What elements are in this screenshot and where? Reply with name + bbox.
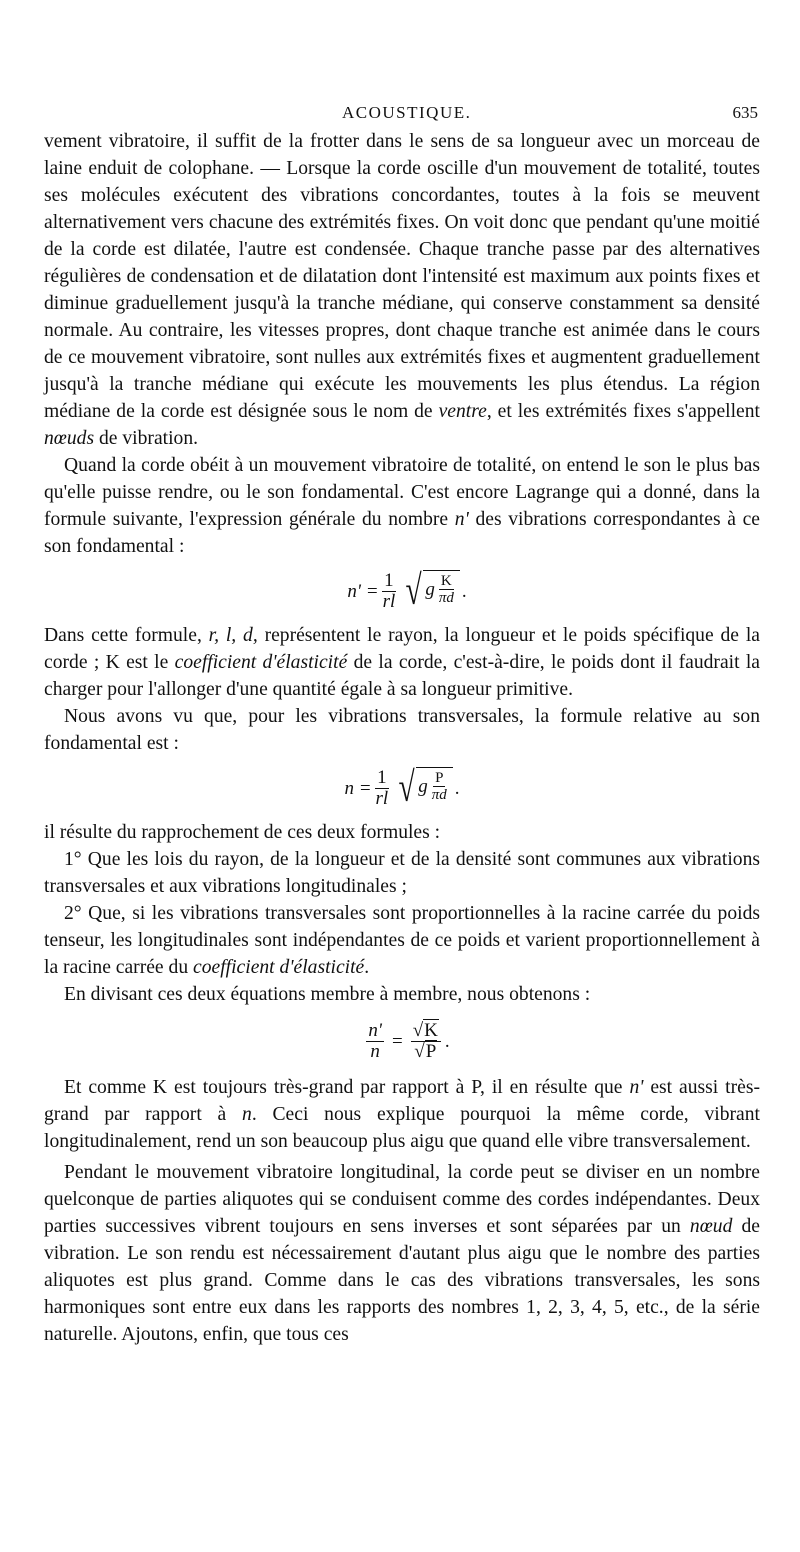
paragraph-vibration-totality: vement vibratoire, il suffit de la frotter dans le sens de sa longueur avec un morceau de laine enduit de colophane. — Lorsque la corde oscille d'un mouvement de totalité, toutes ses molécules exécutent des vibrations concordantes, toutes à la fois se meuvent alternativement vers chacune des extrémités fixes. On voit donc que pendant qu'une moitié de la corde est dilatée, l'autre est condensée. Chaque tranche passe par des alternatives régulières de condensation et de dilatation dont l'intensité est maximum aux points fixes et diminue graduellement jusqu'à la tranche médiane, qui conserve constamment sa densité normale. Au contraire, les vitesses propres, dont chaque tranche est animée dans le cours de ce mouvement vibratoire, sont nulles aux extrémités fixes et augmentent graduellement jusqu'à la tranche médiane qui exécute les mouvements les plus étendus. La région médiane de la corde est désignée sous le nom de ventre, et les extrémités fixes s'appellent nœuds de vibration. bbox=[44, 131, 760, 449]
paragraph-comparison: Et comme K est toujours très-grand par rapport à P, il en résulte que n' est aussi très-grand par rapport à n. Ceci nous explique pourquoi la même corde, vibrant longitudinalement, rend un son beaucoup plus aigu que quand elle vibre transversalement. bbox=[44, 1077, 760, 1152]
square-root: √ g $\frac{K}{\pi d}$ bbox=[402, 570, 460, 612]
paragraph-second-consequence: 2° Que, si les vibrations transversales sont proportionnelles à la racine carrée du poids tenseur, les longitudinales sont indépendantes de ce poids et varient proportionnellement à la racine carrée du coefficient d'élasticité. bbox=[44, 903, 760, 978]
fraction-coefficient: $\frac{1}{rl}$ bbox=[375, 766, 389, 809]
page-header bbox=[44, 98, 760, 128]
fraction-left: $\frac{n'}{n}$ bbox=[368, 1019, 382, 1062]
paragraph-division: En divisant ces deux équations membre à membre, nous obtenons : bbox=[64, 984, 591, 1005]
paragraph-transversal-recall: Nous avons vu que, pour les vibrations transversales, la formule relative au son fondamental est : bbox=[44, 706, 760, 754]
formula-transversal: n = $\frac{1}{rl}$ √ g $\frac{P}{\pi d}$ . bbox=[344, 765, 460, 811]
paragraph-result-intro: il résulte du rapprochement de ces deux formules : bbox=[44, 822, 441, 843]
formula-longitudinal: n' = $\frac{1}{rl}$ √ g $\frac{K}{\pi d}$ . bbox=[347, 568, 467, 614]
radical-sign-icon: √ bbox=[398, 765, 415, 811]
paragraph-formula-explanation: Dans cette formule, r, l, d, représentent le rayon, la longueur et le poids spécifique de la corde ; K est le coefficient d'élasticité de la corde, c'est-à-dire, le poids dont il faudrait la charger pour l'allonger d'une quantité égale à sa longueur primitive. bbox=[44, 625, 760, 700]
paragraph-aliquot-parts: Pendant le mouvement vibratoire longitudinal, la corde peut se diviser en un nombre quelconque de parties aliquotes qui se conduisent comme des cordes indépendantes. Deux parties successives vibrent toujours en sens inverses et sont séparées par un nœud de vibration. Le son rendu est nécessairement d'autant plus aigu que le nombre des parties aliquotes est plus grand. Comme dans le cas des vibrations transversales, les sons harmoniques sont entre eux dans les rapports des nombres 1, 2, 3, 4, 5, etc., de la série naturelle. Ajoutons, enfin, que tous ces bbox=[44, 1162, 760, 1345]
book-page bbox=[44, 98, 760, 1348]
radical-sign-icon: √ bbox=[414, 1040, 425, 1062]
fraction-inner: $\frac{K}{\pi d}$ bbox=[438, 573, 454, 606]
fraction-right: $\frac{√K}{√P}$ bbox=[411, 1021, 441, 1062]
formula-ratio: $\frac{n'}{n}$ = $\frac{√K}{√P}$ . bbox=[368, 1019, 450, 1062]
paragraph-fundamental-sound: Quand la corde obéit à un mouvement vibratoire de totalité, on entend le son le plus bas qu'elle puisse rendre, ou le son fondamental. C'est encore Lagrange qui a donné, dans la formule suivante, l'expression générale du nombre n' des vibrations correspondantes à ce son fondamental : bbox=[44, 455, 760, 557]
page-number: 635 bbox=[732, 103, 758, 122]
fraction-coefficient: $\frac{1}{rl}$ bbox=[382, 569, 396, 612]
square-root: √ g $\frac{P}{\pi d}$ bbox=[395, 767, 453, 809]
radical-sign-icon: √ bbox=[412, 1019, 424, 1041]
fraction-inner: $\frac{P}{\pi d}$ bbox=[431, 770, 447, 803]
paragraph-first-consequence: 1° Que les lois du rayon, de la longueur et de la densité sont communes aux vibrations transversales et aux vibrations longitudinales ; bbox=[44, 849, 760, 897]
running-title: ACOUSTIQUE. bbox=[342, 103, 472, 122]
radical-sign-icon: √ bbox=[405, 568, 422, 614]
